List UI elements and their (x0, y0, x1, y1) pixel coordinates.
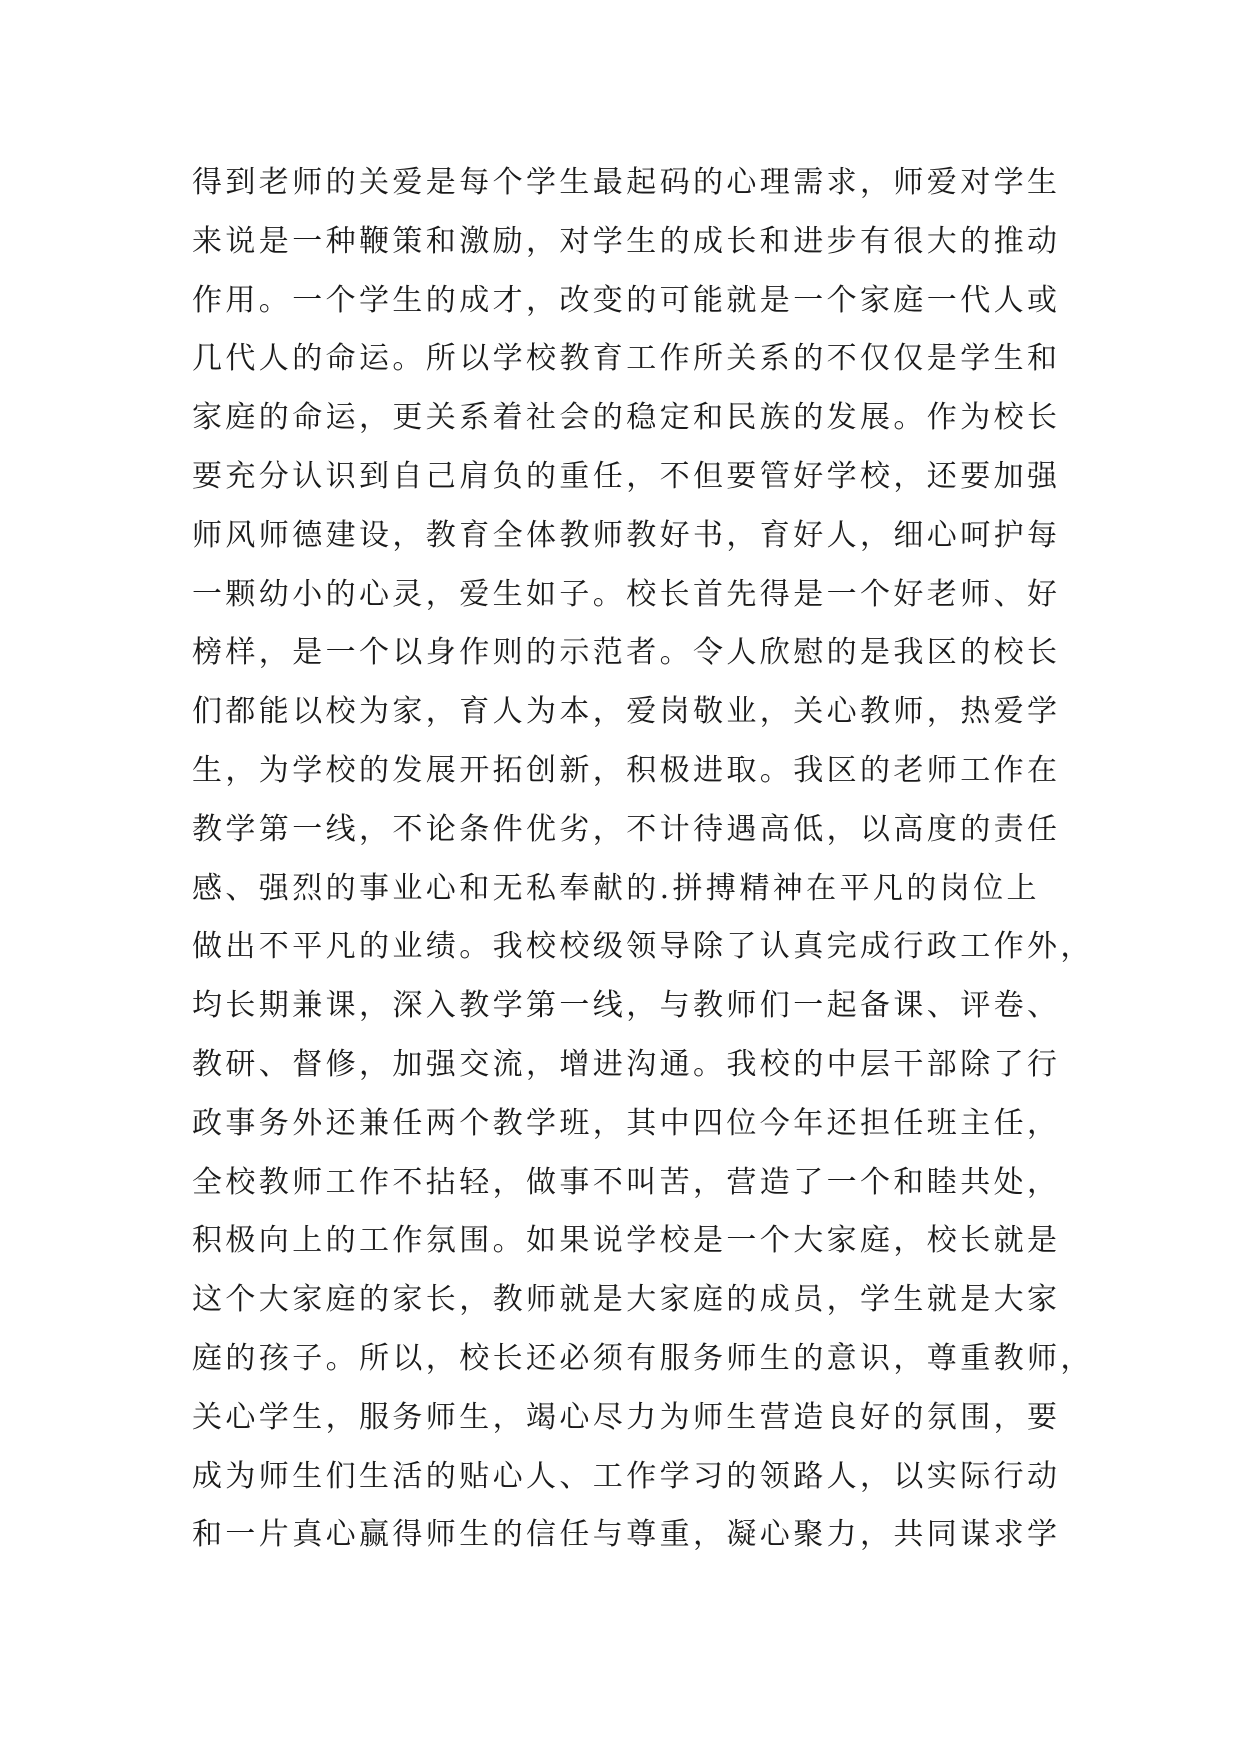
text-line: 教学第一线，不论条件优劣，不计待遇高低，以高度的责任 (192, 811, 1061, 847)
text-line: 几代人的命运。所以学校教育工作所关系的不仅仅是学生和 (192, 341, 1061, 377)
text-line: 关心学生，服务师生，竭心尽力为师生营造良好的氛围，要 (192, 1399, 1061, 1435)
text-line: 要充分认识到自己肩负的重任，不但要管好学校，还要加强 (192, 458, 1061, 494)
text-line: 全校教师工作不拈轻，做事不叫苦，营造了一个和睦共处， (192, 1164, 1061, 1200)
text-line: 作用。一个学生的成才，改变的可能就是一个家庭一代人或 (192, 282, 1061, 318)
text-line: 积极向上的工作氛围。如果说学校是一个大家庭，校长就是 (192, 1223, 1061, 1259)
text-line: 成为师生们生活的贴心人、工作学习的领路人，以实际行动 (192, 1458, 1061, 1494)
text-line: 做出不平凡的业绩。我校校级领导除了认真完成行政工作外， (192, 929, 1094, 965)
text-line: 家庭的命运，更关系着社会的稳定和民族的发展。作为校长 (192, 400, 1061, 436)
text-line: 生，为学校的发展开拓创新，积极进取。我区的老师工作在 (192, 752, 1061, 788)
text-line: 榜样，是一个以身作则的示范者。令人欣慰的是我区的校长 (192, 635, 1061, 671)
text-line: 一颗幼小的心灵，爱生如子。校长首先得是一个好老师、好 (192, 576, 1061, 612)
text-line: 师风师德建设，教育全体教师教好书，育好人，细心呵护每 (192, 517, 1061, 553)
text-line: 来说是一种鞭策和激励，对学生的成长和进步有很大的推动 (192, 223, 1061, 259)
text-line: 这个大家庭的家长，教师就是大家庭的成员，学生就是大家 (192, 1282, 1061, 1318)
text-line: 们都能以校为家，育人为本，爱岗敬业，关心教师，热爱学 (192, 694, 1061, 730)
text-line: 庭的孩子。所以，校长还必须有服务师生的意识，尊重教师， (192, 1340, 1094, 1376)
text-line: 感、强烈的事业心和无私奉献的.拼搏精神在平凡的岗位上 (192, 870, 1040, 906)
text-line: 得到老师的关爱是每个学生最起码的心理需求，师爱对学生 (192, 165, 1061, 200)
text-line: 教研、督修，加强交流，增进沟通。我校的中层干部除了行 (192, 1046, 1061, 1082)
text-line: 和一片真心赢得师生的信任与尊重，凝心聚力，共同谋求学 (192, 1517, 1061, 1553)
text-line: 政事务外还兼任两个教学班，其中四位今年还担任班主任， (192, 1105, 1061, 1141)
body-text (192, 154, 1094, 1565)
text-line: 均长期兼课，深入教学第一线，与教师们一起备课、评卷、 (192, 988, 1061, 1024)
